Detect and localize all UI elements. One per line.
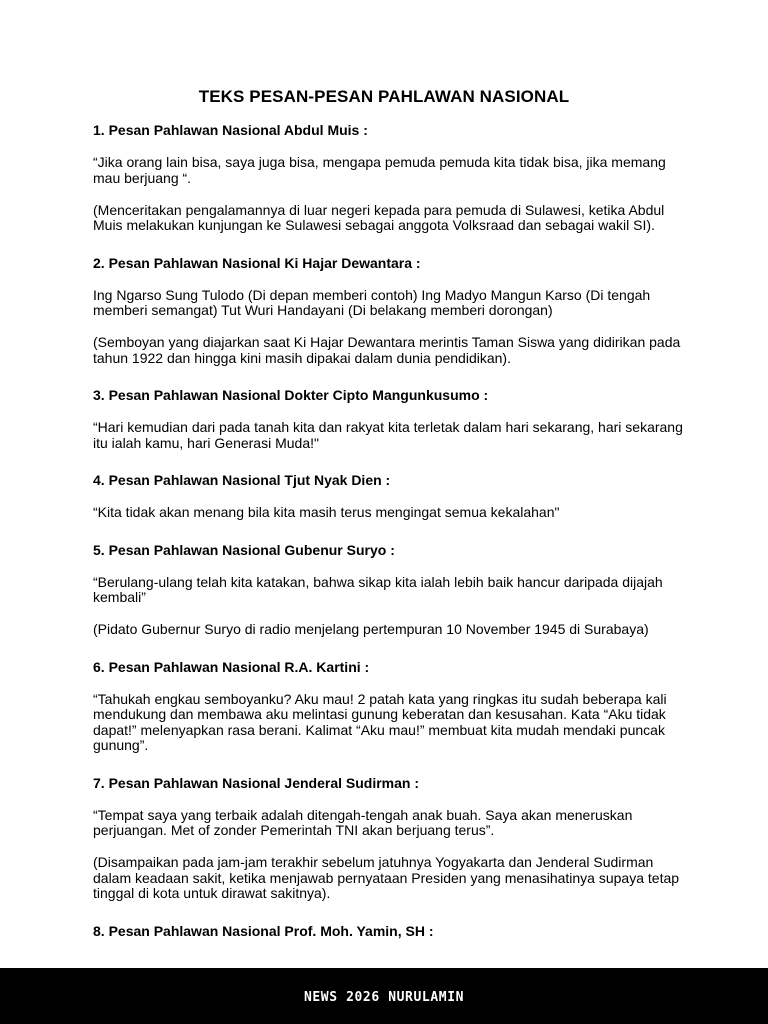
section-quote-cipto-mangunkusumo: “Hari kemudian dari pada tanah kita dan rakyat kita terletak dalam hari sekarang, hari sekarang itu ialah kamu, hari Generasi Muda!" bbox=[93, 419, 683, 451]
section-quote-ki-hajar-dewantara: Ing Ngarso Sung Tulodo (Di depan memberi contoh) Ing Madyo Mangun Karso (Di tengah memberi semangat) Tut Wuri Handayani (Di belakang memberi dorongan) bbox=[93, 286, 651, 318]
document-body bbox=[93, 122, 693, 939]
section-heading-tjut-nyak-dien: 4. Pesan Pahlawan Nasional Tjut Nyak Dien : bbox=[93, 472, 391, 488]
footer-watermark: NEWS 2026 NURULAMIN bbox=[303, 989, 465, 1005]
section-quote-jenderal-sudirman: “Tempat saya yang terbaik adalah ditengah-tengah anak buah. Saya akan meneruskan perjuangan. Met of zonder Pemerintah TNI akan berjuang terus”. bbox=[93, 806, 633, 838]
section-heading-abdul-muis: 1. Pesan Pahlawan Nasional Abdul Muis : bbox=[93, 122, 368, 138]
section-quote-tjut-nyak-dien: “Kita tidak akan menang bila kita masih terus mengingat semua kekalahan" bbox=[93, 504, 560, 520]
section-note-abdul-muis: (Menceritakan pengalamannya di luar negeri kepada para pemuda di Sulawesi, ketika Abdul Muis melakukan kunjungan ke Sulawesi sebagai anggota Volksraad dan sebagai wakil SI). bbox=[93, 201, 665, 233]
document-title: TEKS PESAN-PESAN PAHLAWAN NASIONAL bbox=[198, 87, 570, 106]
section-heading-gubernur-suryo: 5. Pesan Pahlawan Nasional Gubenur Suryo : bbox=[93, 541, 395, 558]
section-quote-abdul-muis: “Jika orang lain bisa, saya juga bisa, mengapa pemuda pemuda kita tidak bisa, jika memang mau berjuang “. bbox=[93, 154, 666, 186]
section-note-gubernur-suryo: (Pidato Gubernur Suryo di radio menjelang pertempuran 10 November 1945 di Surabaya) bbox=[93, 621, 649, 637]
footer-bar bbox=[0, 968, 768, 1024]
section-heading-cipto-mangunkusumo: 3. Pesan Pahlawan Nasional Dokter Cipto Mangunkusumo : bbox=[93, 387, 489, 403]
section-note-jenderal-sudirman: (Disampaikan pada jam-jam terakhir sebelum jatuhnya Yogyakarta dan Jenderal Sudirman dalam keadaan sakit, ketika menjawab pernyataan Presiden yang menasihatinya supaya tetap tinggal di kota untuk dirawat sakitnya). bbox=[93, 854, 680, 901]
section-heading-jenderal-sudirman: 7. Pesan Pahlawan Nasional Jenderal Sudirman : bbox=[93, 774, 420, 791]
section-quote-ra-kartini: “Tahukah engkau semboyanku? Aku mau! 2 patah kata yang ringkas itu sudah beberapa kali mendukung dan membawa aku melintasi gunung keberatan dan kesusahan. Kata “Aku tidak dapat!” melenyapkan rasa berani. Kalimat “Aku mau!” membuat kita mudah mendaki puncak gunung”. bbox=[93, 690, 667, 753]
section-heading-ra-kartini: 6. Pesan Pahlawan Nasional R.A. Kartini : bbox=[93, 658, 370, 675]
section-heading-ki-hajar-dewantara: 2. Pesan Pahlawan Nasional Ki Hajar Dewantara : bbox=[93, 254, 421, 271]
section-note-ki-hajar-dewantara: (Semboyan yang diajarkan saat Ki Hajar Dewantara merintis Taman Siswa yang didirikan pada tahun 1922 dan hingga kini masih dipakai dalam dunia pendidikan). bbox=[93, 334, 681, 366]
section-heading-moh-yamin: 8. Pesan Pahlawan Nasional Prof. Moh. Yamin, SH : bbox=[93, 922, 434, 939]
section-quote-gubernur-suryo: “Berulang-ulang telah kita katakan, bahwa sikap kita ialah lebih baik hancur daripada dijajah kembali” bbox=[93, 573, 663, 605]
